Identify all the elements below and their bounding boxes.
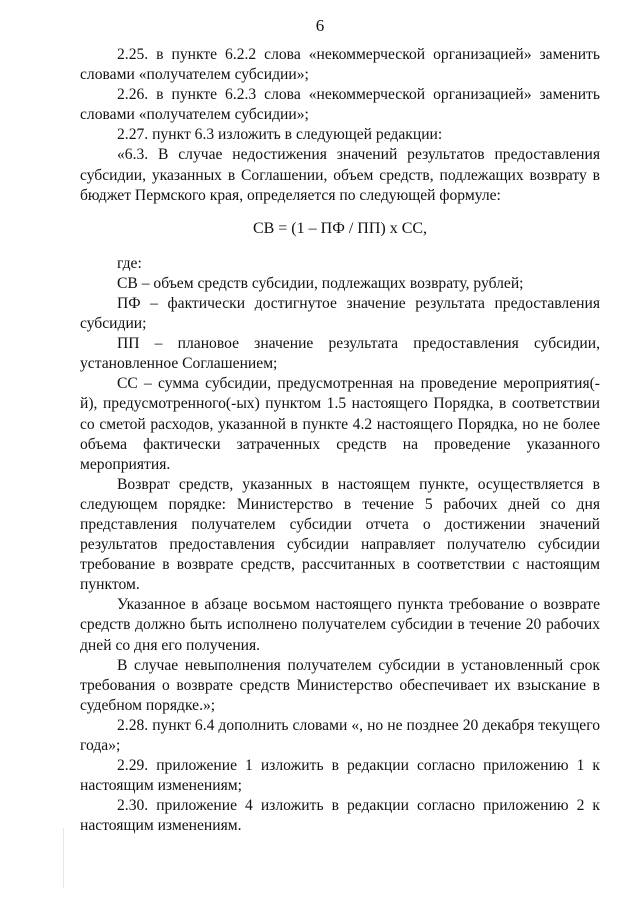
- paragraph-2-28: 2.28. пункт 6.4 дополнить словами «, но не позднее 20 декабря текущего года»;: [80, 716, 600, 754]
- page-number: 6: [315, 16, 325, 35]
- paragraph-2-26: 2.26. в пункте 6.2.3 слова «некоммерческой организацией» заменить словами «получателем субсидии»;: [80, 86, 600, 124]
- paragraph-return-deadline: Указанное в абзаце восьмом настоящего пункта требование о возврате средств должно быть исполнено получателем субсидии в течение 20 рабочих дней со дня его получения.: [80, 596, 600, 654]
- definition-sv: СВ – объем средств субсидии, подлежащих возврату, рублей;: [117, 274, 524, 292]
- definition-pp: ПП – плановое значение результата предоставления субсидии, установленное Соглашением;: [80, 335, 600, 373]
- definition-pf: ПФ – фактически достигнутое значение результата предоставления субсидии;: [80, 294, 600, 333]
- paragraph-return-procedure: Возврат средств, указанных в настоящем пункте, осуществляется в следующем порядке: Министерство в течение 5 рабочих дней со дня представления получателем субсидии отчета о достижении значений результатов предоставления субсидии направляет получателю субсидии требование в возврате средств, рассчитанных в соответствии с настоящим пунктом.: [80, 475, 600, 594]
- paragraph-court-recovery: В случае невыполнения получателем субсидии в установленный срок требования о возврате средств Министерство обеспечивает их взыскание в судебном порядке.»;: [80, 656, 600, 714]
- formula: СВ = (1 – ПФ / ПП) х СС,: [252, 219, 428, 237]
- paragraph-2-29: 2.29. приложение 1 изложить в редакции согласно приложению 1 к настоящим изменениям;: [80, 757, 600, 795]
- paragraph-2-27: 2.27. пункт 6.3 изложить в следующей редакции:: [117, 126, 443, 144]
- definition-ss: СС – сумма субсидии, предусмотренная на проведение мероприятия(-й), предусмотренного(-ых) пунктом 1.5 настоящего Порядка, в соответствии со сметой расходов, указанной в пункте 4.2 настоящего Порядка, но не более объема фактически затраченных средств на проведение указанного мероприятия.: [80, 375, 600, 473]
- paragraph-2-30: 2.30. приложение 4 изложить в редакции согласно приложению 2 к настоящим изменениям.: [80, 797, 600, 835]
- paragraph-6-3: «6.3. В случае недостижения значений результатов предоставления субсидии, указанных в Соглашении, объем средств, подлежащих возврату в бюджет Пермского края, определяется по следующей формуле:: [80, 146, 600, 204]
- document-body: [80, 45, 600, 836]
- scan-margin-line: [63, 828, 64, 888]
- where-label: где:: [117, 254, 142, 272]
- paragraph-2-25: 2.25. в пункте 6.2.2 слова «некоммерческой организацией» заменить словами «получателем субсидии»;: [80, 46, 600, 84]
